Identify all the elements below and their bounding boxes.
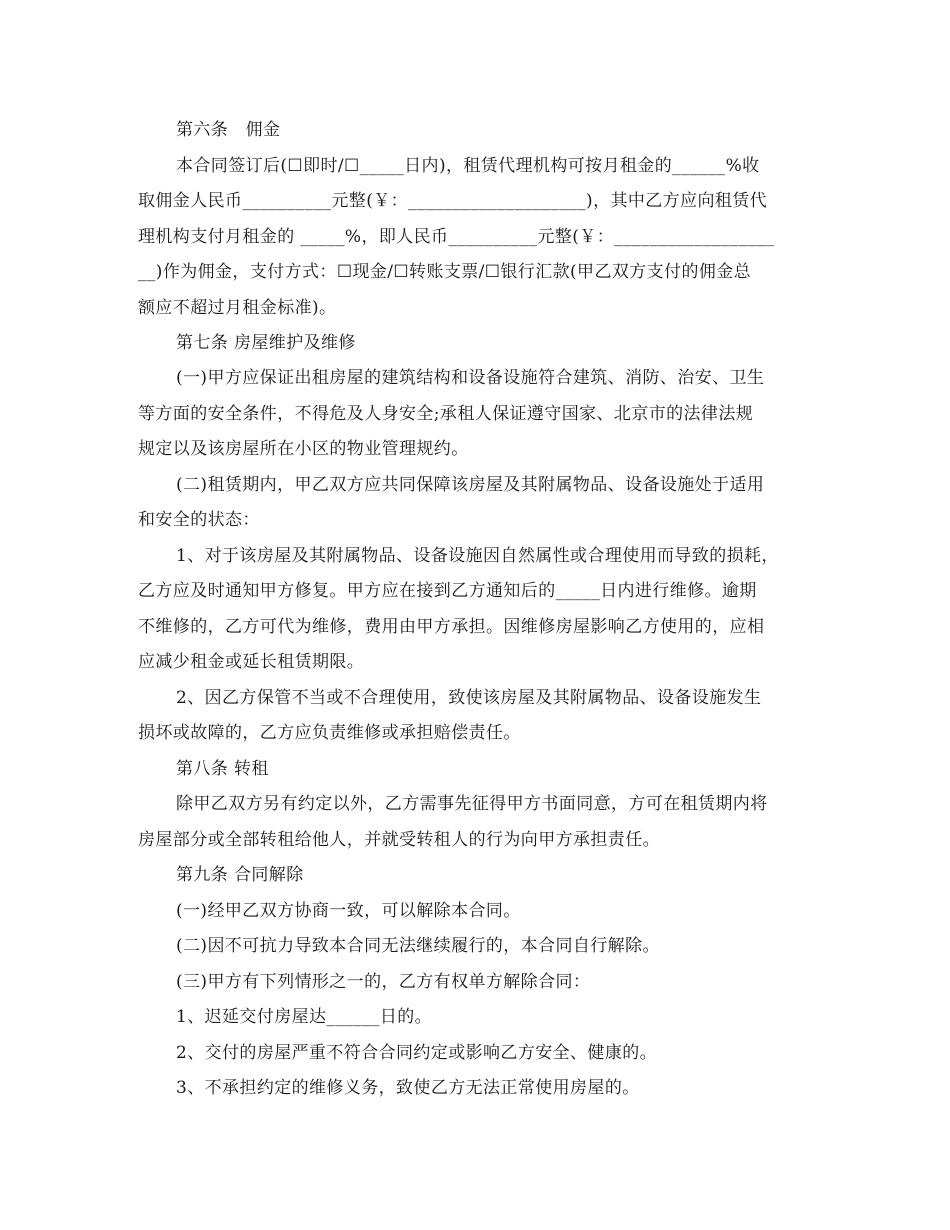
paragraph-line: 理机构支付月租金的 _____%，即人民币__________元整(￥：__________________	[138, 227, 775, 247]
paragraph-line: 规定以及该房屋所在小区的物业管理规约。	[138, 439, 469, 459]
paragraph-line: (一)经甲乙双方协商一致，可以解除本合同。	[176, 901, 521, 921]
article-6-heading: 第六条 佣金	[176, 120, 281, 140]
article-9-heading: 第九条 合同解除	[176, 865, 304, 885]
paragraph-line: 和安全的状态：	[138, 510, 260, 530]
paragraph-line: (一)甲方应保证出租房屋的建筑结构和设备设施符合建筑、消防、治安、卫生	[176, 368, 765, 388]
paragraph-line: 乙方应及时通知甲方修复。甲方应在接到乙方通知后的_____日内进行维修。逾期	[138, 581, 757, 601]
paragraph-line: 除甲乙双方另有约定以外，乙方需事先征得甲方书面同意，方可在租赁期内将	[176, 794, 768, 814]
paragraph-line: 3、不承担约定的维修义务，致使乙方无法正常使用房屋的。	[176, 1078, 640, 1098]
paragraph-line: 损坏或故障的，乙方应负责维修或承担赔偿责任。	[138, 723, 521, 743]
paragraph-line: (三)甲方有下列情形之一的，乙方有权单方解除合同：	[176, 972, 591, 992]
paragraph-line: __)作为佣金，支付方式：☐现金/☐转账支票/☐银行汇款(甲乙双方支付的佣金总	[138, 262, 752, 282]
paragraph-line: (二)租赁期内，甲乙双方应共同保障该房屋及其附属物品、设备设施处于适用	[176, 475, 765, 495]
paragraph-line: 应减少租金或延长租赁期限。	[138, 652, 365, 672]
article-7-heading: 第七条 房屋维护及维修	[176, 333, 356, 353]
paragraph-line: 不维修的，乙方可代为维修，费用由甲方承担。因维修房屋影响乙方使用的，应相	[138, 617, 765, 637]
paragraph-line: (二)因不可抗力导致本合同无法继续履行的，本合同自行解除。	[176, 936, 660, 956]
paragraph-line: 本合同签订后(☐即时/☐_____日内)，租赁代理机构可按月租金的______%收	[176, 156, 760, 176]
paragraph-line: 取佣金人民币__________元整(￥：____________________)，其中乙方应向租赁代	[138, 191, 768, 211]
paragraph-line: 2、因乙方保管不当或不合理使用，致使该房屋及其附属物品、设备设施发生	[176, 688, 762, 708]
paragraph-line: 2、交付的房屋严重不符合合同约定或影响乙方安全、健康的。	[176, 1043, 658, 1063]
article-8-heading: 第八条 转租	[176, 759, 269, 779]
paragraph-line: 1、迟延交付房屋达______日的。	[176, 1007, 433, 1027]
paragraph-line: 1、对于该房屋及其附属物品、设备设施因自然属性或合理使用而导致的损耗，	[176, 546, 779, 566]
paragraph-line: 额应不超过月租金标准)。	[138, 298, 337, 318]
paragraph-line: 等方面的安全条件，不得危及人身安全;承租人保证遵守国家、北京市的法律法规	[138, 404, 754, 424]
paragraph-line: 房屋部分或全部转租给他人，并就受转租人的行为向甲方承担责任。	[138, 830, 660, 850]
